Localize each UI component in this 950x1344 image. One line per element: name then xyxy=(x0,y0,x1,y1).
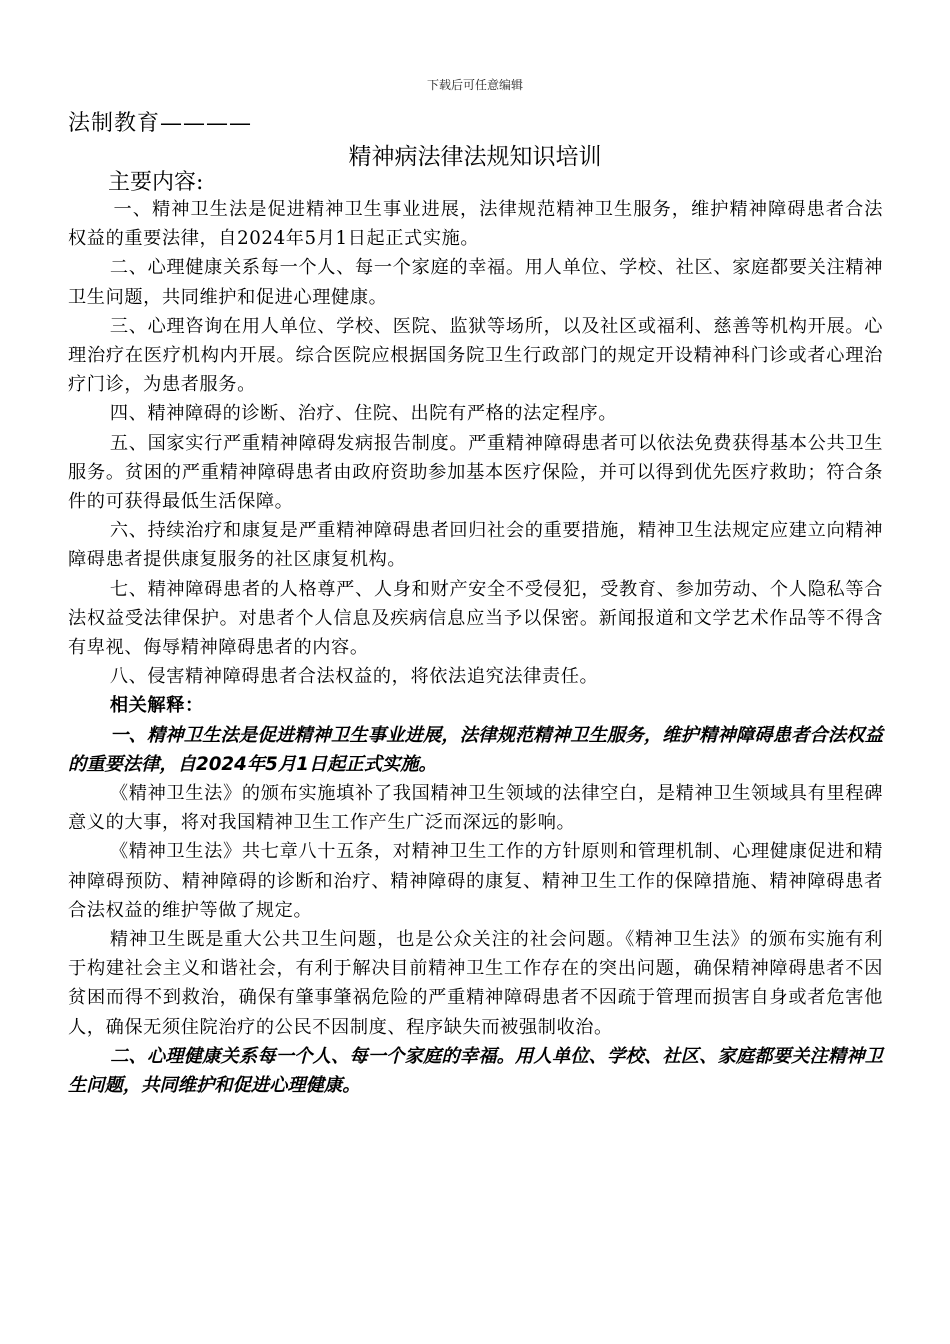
explanation-paragraph: 《精神卫生法》共七章八十五条，对精神卫生工作的方针原则和管理机制、心理健康促进和精神障碍预防、精神障碍的诊断和治疗、精神障碍的康复、精神卫生工作的保障措施、精神障碍患者合法权益的维护等做了规定。 xyxy=(68,841,883,921)
point-3: 三、心理咨询在用人单位、学校、医院、监狱等场所，以及社区或福利、慈善等机构开展。心理治疗在医疗机构内开展。综合医院应根据国务院卫生行政部门的规定开设精神科门诊或者心理治疗门诊，为患者服务。 xyxy=(68,315,883,396)
download-note: 下载后可任意编辑 xyxy=(426,78,523,92)
point-8: 八、侵害精神障碍患者合法权益的，将依法追究法律责任。 xyxy=(109,666,599,688)
explanation-paragraph: 《精神卫生法》的颁布实施填补了我国精神卫生领域的法律空白，是精神卫生领域具有里程碑意义的大事，将对我国精神卫生工作产生广泛而深远的影响。 xyxy=(68,783,883,834)
document-body xyxy=(68,195,883,1100)
point-1: 一、精神卫生法是促进精神卫生事业进展，法律规范精神卫生服务，维护精神障碍患者合法权益的重要法律，自2024年5月1日起正式实施。 xyxy=(68,199,883,250)
point-5: 五、国家实行严重精神障碍发病报告制度。严重精神障碍患者可以依法免费获得基本公共卫生服务。贫困的严重精神障碍患者由政府资助参加基本医疗保险，并可以得到优先医疗救助；符合条件的可获得最低生活保障。 xyxy=(68,432,883,513)
explanation-paragraph: 精神卫生既是重大公共卫生问题，也是公众关注的社会问题。《精神卫生法》的颁布实施有利于构建社会主义和谐社会，有利于解决目前精神卫生工作存在的突出问题，确保精神障碍患者不因贫困而得不到救治，确保有肇事肇祸危险的严重精神障碍患者不因疏于管理而损害自身或者危害他人，确保无须住院治疗的公民不因制度、程序缺失而被强制收治。 xyxy=(68,929,883,1038)
explanation-section-1-heading: 一、精神卫生法是促进精神卫生事业进展，法律规范精神卫生服务，维护精神障碍患者合法权益的重要法律，自2024年5月1日起正式实施。 xyxy=(68,724,883,775)
page-title: 精神病法律法规知识培训 xyxy=(348,144,602,170)
explanation-section-2-heading: 二、心理健康关系每一个人、每一个家庭的幸福。用人单位、学校、社区、家庭都要关注精神卫生问题，共同维护和促进心理健康。 xyxy=(68,1045,883,1097)
explanation-label: 相关解释： xyxy=(109,695,204,717)
contents-heading: 主要内容: xyxy=(108,170,204,195)
point-2: 二、心理健康关系每一个人、每一个家庭的幸福。用人单位、学校、社区、家庭都要关注精神卫生问题，共同维护和促进心理健康。 xyxy=(68,257,883,308)
point-7: 七、精神障碍患者的人格尊严、人身和财产安全不受侵犯，受教育、参加劳动、个人隐私等合法权益受法律保护。对患者个人信息及疾病信息应当予以保密。新闻报道和文学艺术作品等不得含有卑视、侮辱精神障碍患者的内容。 xyxy=(68,578,883,659)
point-4: 四、精神障碍的诊断、治疗、住院、出院有严格的法定程序。 xyxy=(109,403,618,425)
series-heading: 法制教育———— xyxy=(68,111,253,136)
point-6: 六、持续治疗和康复是严重精神障碍患者回归社会的重要措施，精神卫生法规定应建立向精神障碍患者提供康复服务的社区康复机构。 xyxy=(68,520,883,571)
